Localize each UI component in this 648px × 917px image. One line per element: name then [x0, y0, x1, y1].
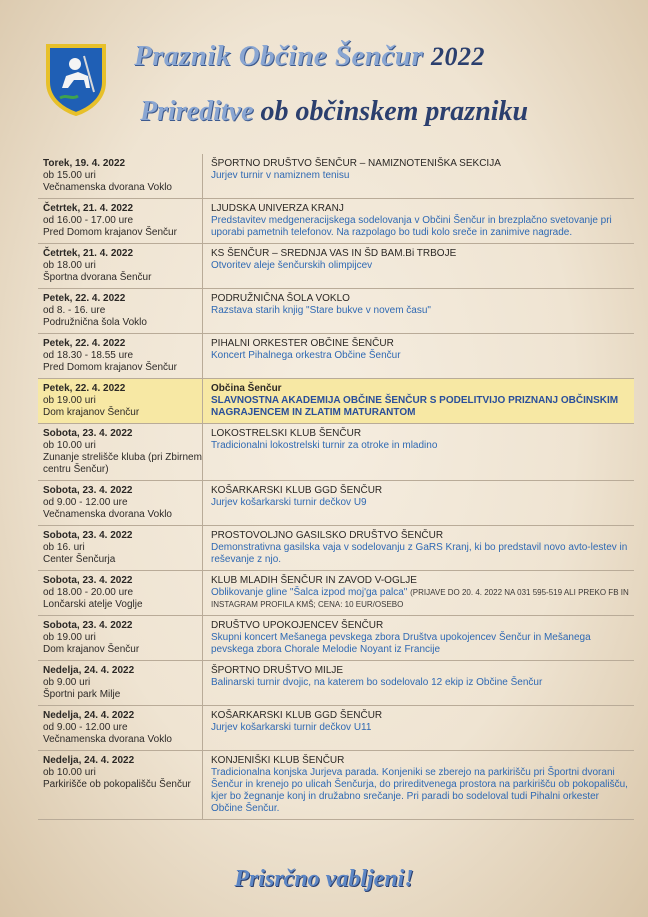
- event-details: [202, 334, 634, 378]
- event-place: Podružnična šola Voklo: [43, 317, 147, 328]
- event-date: Sobota, 23. 4. 2022: [43, 620, 133, 631]
- event-organizer: KONJENIŠKI KLUB ŠENČUR: [211, 755, 345, 766]
- event-row: [38, 571, 634, 616]
- subtitle-rest: ob občinskem prazniku: [260, 96, 529, 127]
- event-details: [202, 751, 634, 819]
- event-place: Športna dvorana Šenčur: [43, 272, 152, 283]
- event-row: [38, 289, 634, 334]
- event-time: ob 9.00 uri: [43, 677, 91, 688]
- event-organizer: KOŠARKARSKI KLUB GGD ŠENČUR: [211, 710, 383, 721]
- event-when-where: [38, 481, 202, 525]
- event-date: Sobota, 23. 4. 2022: [43, 485, 133, 496]
- footer-invitation: Prisrčno vabljeni!: [234, 866, 414, 892]
- event-when-where: [38, 661, 202, 705]
- event-when-where: [38, 526, 202, 570]
- event-row: [38, 154, 634, 199]
- event-date: Sobota, 23. 4. 2022: [43, 530, 133, 541]
- event-organizer: PIHALNI ORKESTER OBČINE ŠENČUR: [211, 338, 394, 349]
- event-details: [202, 424, 634, 480]
- event-when-where: [38, 334, 202, 378]
- event-organizer: ŠPORTNO DRUŠTVO ŠENČUR – NAMIZNOTENIŠKA SEKCIJA: [211, 158, 501, 169]
- event-when-where: [38, 424, 202, 480]
- event-when-where: [38, 244, 202, 288]
- events-table: [38, 154, 634, 820]
- event-time: od 9.00 - 12.00 ure: [43, 722, 128, 733]
- event-details: [202, 481, 634, 525]
- event-description: Tradicionalna konjska Jurjeva parada. Konjeniki se zberejo na parkirišču pri Športni dvorani Šenčur in krenejo po ulicah Šenčurja, do prireditvenega prostora na parkirišču ob pokopališču, kjer bo žegnanje konj in družabno srečanje. Pri paradi bo sodeloval tudi Pihalni orkester Občine Šenčur.: [211, 767, 628, 814]
- event-details: [202, 571, 634, 615]
- event-when-where: [38, 616, 202, 660]
- event-row: [38, 706, 634, 751]
- event-organizer: KS ŠENČUR – SREDNJA VAS IN ŠD BAM.Bi TRBOJE: [211, 248, 457, 259]
- event-row: [38, 379, 634, 424]
- event-description: Balinarski turnir dvojic, na katerem bo sodelovalo 12 ekip iz Občine Šenčur: [211, 677, 543, 688]
- event-details: [202, 199, 634, 243]
- event-when-where: [38, 706, 202, 750]
- event-description: Razstava starih knjig "Stare bukve v novem času": [211, 305, 431, 316]
- event-date: Petek, 22. 4. 2022: [43, 383, 126, 394]
- event-description: Koncert Pihalnega orkestra Občine Šenčur: [211, 350, 401, 361]
- event-date: Petek, 22. 4. 2022: [43, 338, 126, 349]
- event-description: Skupni koncert Mešanega pevskega zbora Društva upokojencev Šenčur in Mešanega pevskega zbora Chorale Melodie Noyant iz Francije: [211, 632, 591, 655]
- poster-subtitle: [140, 96, 528, 128]
- event-details: [202, 154, 634, 198]
- event-time: od 8. - 16. ure: [43, 305, 106, 316]
- event-organizer: LOKOSTRELSKI KLUB ŠENČUR: [211, 428, 362, 439]
- event-time: od 18.00 - 20.00 ure: [43, 587, 134, 598]
- event-row: [38, 526, 634, 571]
- event-time: ob 10.00 uri: [43, 767, 96, 778]
- event-place: Športni park Milje: [43, 689, 121, 700]
- event-time: od 16.00 - 17.00 ure: [43, 215, 134, 226]
- subtitle-prireditve: Prireditve: [140, 96, 254, 127]
- event-organizer: PROSTOVOLJNO GASILSKO DRUŠTVO ŠENČUR: [211, 530, 444, 541]
- event-description: Predstavitev medgeneracijskega sodelovanja v Občini Šenčur in brezplačno svetovanje pri uporabi pametnih telefonov. Na razpolago bo tudi kolo sreče in zanimive nagrade.: [211, 215, 612, 238]
- event-row: [38, 661, 634, 706]
- event-date: Nedelja, 24. 4. 2022: [43, 710, 135, 721]
- event-time: od 9.00 - 12.00 ure: [43, 497, 128, 508]
- event-details: [202, 526, 634, 570]
- event-details: [202, 379, 634, 423]
- event-date: Petek, 22. 4. 2022: [43, 293, 126, 304]
- event-time: ob 18.00 uri: [43, 260, 96, 271]
- title-main: Praznik Občine Šenčur: [134, 40, 424, 72]
- event-organizer: LJUDSKA UNIVERZA KRANJ: [211, 203, 344, 214]
- event-place: Pred Domom krajanov Šenčur: [43, 227, 177, 238]
- event-description: Tradicionalni lokostrelski turnir za otroke in mladino: [211, 440, 438, 451]
- event-description: Jurjev košarkarski turnir dečkov U11: [211, 722, 372, 733]
- event-time: ob 19.00 uri: [43, 395, 96, 406]
- event-description: Demonstrativna gasilska vaja v sodelovanju z GaRS Kranj, ki bo predstavil novo avto-lestev in reševanje z njo.: [211, 542, 628, 565]
- poster-title: [134, 40, 485, 73]
- event-date: Nedelja, 24. 4. 2022: [43, 755, 135, 766]
- event-when-where: [38, 571, 202, 615]
- event-row: [38, 199, 634, 244]
- event-details: [202, 661, 634, 705]
- event-time: ob 19.00 uri: [43, 632, 96, 643]
- event-row: [38, 481, 634, 526]
- municipality-crest-icon: [44, 42, 108, 116]
- event-organizer: DRUŠTVO UPOKOJENCEV ŠENČUR: [211, 620, 384, 631]
- event-organizer: KOŠARKARSKI KLUB GGD ŠENČUR: [211, 485, 383, 496]
- event-date: Sobota, 23. 4. 2022: [43, 575, 133, 586]
- event-description: SLAVNOSTNA AKADEMIJA OBČINE ŠENČUR S PODELITVIJO PRIZNANJ OBČINSKIM NAGRAJENCEM IN ZLATIM MATURANTOM: [211, 395, 619, 418]
- event-when-where: [38, 154, 202, 198]
- event-description: Jurjev košarkarski turnir dečkov U9: [211, 497, 367, 508]
- event-note: (PRIJAVE DO 20. 4. 2022 NA 031 595-519 ALI PREKO FB IN INSTAGRAM PROFILA KMŠ; CENA: 10 EUR/OSEBO: [211, 588, 629, 609]
- event-place: Pred Domom krajanov Šenčur: [43, 362, 177, 373]
- event-time: ob 15.00 uri: [43, 170, 96, 181]
- event-place: Center Šenčurja: [43, 554, 116, 565]
- event-when-where: [38, 379, 202, 423]
- event-organizer: ŠPORTNO DRUŠTVO MILJE: [211, 665, 344, 676]
- event-place: Dom krajanov Šenčur: [43, 644, 140, 655]
- event-when-where: [38, 199, 202, 243]
- event-place: Zunanje strelišče kluba (pri Zbirnem centru Šenčur): [43, 452, 202, 475]
- event-row: [38, 616, 634, 661]
- event-row: [38, 424, 634, 481]
- event-details: [202, 244, 634, 288]
- event-place: Večnamenska dvorana Voklo: [43, 509, 172, 520]
- event-date: Nedelja, 24. 4. 2022: [43, 665, 135, 676]
- event-place: Večnamenska dvorana Voklo: [43, 734, 172, 745]
- event-place: Dom krajanov Šenčur: [43, 407, 140, 418]
- event-details: [202, 706, 634, 750]
- event-time: od 18.30 - 18.55 ure: [43, 350, 134, 361]
- event-row: [38, 751, 634, 820]
- event-date: Četrtek, 21. 4. 2022: [43, 248, 134, 259]
- event-organizer: KLUB MLADIH ŠENČUR IN ZAVOD V-OGLJE: [211, 575, 417, 586]
- event-date: Četrtek, 21. 4. 2022: [43, 203, 134, 214]
- event-place: Večnamenska dvorana Voklo: [43, 182, 172, 193]
- poster-header: [0, 0, 648, 140]
- event-row: [38, 244, 634, 289]
- event-date: Sobota, 23. 4. 2022: [43, 428, 133, 439]
- event-description: Otvoritev aleje šenčurskih olimpijcev: [211, 260, 373, 271]
- event-details: [202, 616, 634, 660]
- event-when-where: [38, 751, 202, 819]
- event-row: [38, 334, 634, 379]
- event-time: ob 16. uri: [43, 542, 85, 553]
- event-description: Oblikovanje gline "Šalca izpod moj'ga palca": [211, 587, 408, 598]
- event-place: Parkirišče ob pokopališču Šenčur: [43, 779, 191, 790]
- event-place: Lončarski atelje Voglje: [43, 599, 143, 610]
- event-time: ob 10.00 uri: [43, 440, 96, 451]
- event-description: Jurjev turnir v namiznem tenisu: [211, 170, 350, 181]
- event-date: Torek, 19. 4. 2022: [43, 158, 126, 169]
- event-when-where: [38, 289, 202, 333]
- event-details: [202, 289, 634, 333]
- event-organizer: PODRUŽNIČNA ŠOLA VOKLO: [211, 293, 350, 304]
- event-organizer: Občina Šenčur: [211, 383, 282, 394]
- title-year: 2022: [431, 42, 486, 71]
